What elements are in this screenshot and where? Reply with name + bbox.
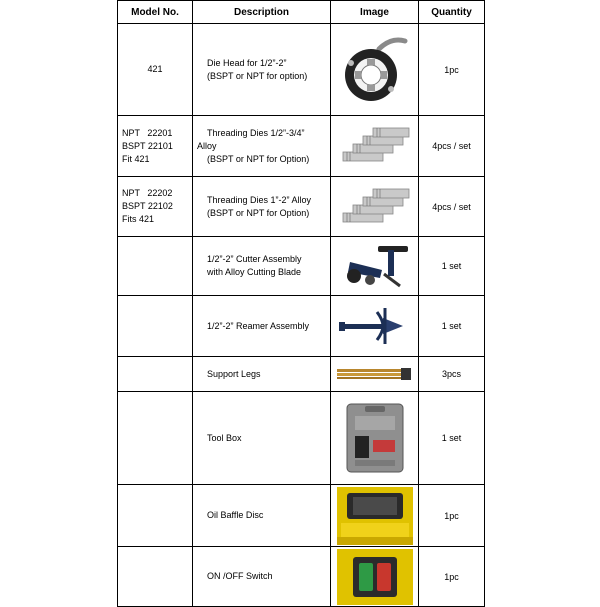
model-line: BSPT 22101 bbox=[122, 140, 173, 151]
model-line: NPT 22202 bbox=[122, 188, 173, 198]
die-head-image bbox=[339, 35, 411, 105]
table-row bbox=[118, 296, 485, 357]
table-row bbox=[118, 237, 485, 296]
quantity-cell: 1pc bbox=[419, 547, 485, 607]
table-row bbox=[118, 357, 485, 392]
model-cell bbox=[118, 24, 193, 116]
description-line: Oil Baffle Disc bbox=[207, 510, 264, 520]
model-cell bbox=[118, 547, 193, 607]
image-cell bbox=[331, 24, 419, 116]
table-row bbox=[118, 24, 485, 116]
model-cell bbox=[118, 357, 193, 392]
header-row bbox=[118, 1, 485, 24]
table-row bbox=[118, 392, 485, 485]
threading-dies-image bbox=[337, 183, 413, 231]
quantity-cell: 4pcs / set bbox=[419, 116, 485, 177]
image-cell bbox=[331, 547, 419, 607]
image-cell bbox=[331, 116, 419, 177]
oil-baffle-disc-image bbox=[337, 487, 413, 545]
model-line: Fit 421 bbox=[122, 153, 150, 164]
quantity-cell: 4pcs / set bbox=[419, 177, 485, 237]
description-cell bbox=[193, 296, 331, 357]
header-description: Description bbox=[193, 1, 331, 24]
description-cell bbox=[193, 392, 331, 485]
model-line: NPT 22201 bbox=[122, 127, 173, 138]
on-off-switch-image bbox=[337, 549, 413, 605]
model-cell bbox=[118, 116, 193, 177]
quantity-cell: 3pcs bbox=[419, 357, 485, 392]
image-cell bbox=[331, 296, 419, 357]
model-line: 421 bbox=[147, 64, 163, 74]
image-cell bbox=[331, 392, 419, 485]
description-line: Die Head for 1/2”-2” bbox=[207, 57, 287, 68]
quantity-cell: 1 set bbox=[419, 296, 485, 357]
description-line: Threading Dies 1/2”-3/4” bbox=[207, 127, 305, 138]
quantity-cell: 1 set bbox=[419, 392, 485, 485]
description-line: (BSPT or NPT for Option) bbox=[207, 153, 310, 164]
quantity-cell: 1pc bbox=[419, 24, 485, 116]
threading-dies-image bbox=[337, 122, 413, 170]
description-cell bbox=[193, 116, 331, 177]
quantity-cell: 1 set bbox=[419, 237, 485, 296]
header-image: Image bbox=[331, 1, 419, 24]
description-cell bbox=[193, 237, 331, 296]
description-line: Support Legs bbox=[207, 368, 261, 379]
header-quantity: Quantity bbox=[419, 1, 485, 24]
image-cell bbox=[331, 177, 419, 237]
image-cell bbox=[331, 357, 419, 392]
table-row bbox=[118, 485, 485, 547]
description-cell bbox=[193, 24, 331, 116]
description-cell bbox=[193, 547, 331, 607]
description-line: Threading Dies 1”-2” Alloy bbox=[207, 194, 312, 205]
quantity-cell: 1pc bbox=[419, 485, 485, 547]
reamer-image bbox=[337, 302, 413, 350]
description-line: (BSPT or NPT for Option) bbox=[207, 207, 310, 218]
toolbox-image bbox=[343, 400, 407, 476]
description-line: 1/2”-2” Reamer Assembly bbox=[207, 320, 310, 331]
description-cell bbox=[193, 177, 331, 237]
support-legs-image bbox=[335, 367, 415, 381]
description-line: Alloy bbox=[197, 140, 217, 151]
model-cell bbox=[118, 237, 193, 296]
model-line: BSPT 22102 bbox=[122, 201, 173, 211]
table-row bbox=[118, 547, 485, 607]
model-line: Fits 421 bbox=[122, 214, 155, 224]
description-line: Tool Box bbox=[207, 432, 242, 443]
description-line: with Alloy Cutting Blade bbox=[207, 267, 302, 277]
description-cell bbox=[193, 357, 331, 392]
description-line: ON /OFF Switch bbox=[207, 571, 273, 581]
description-line: 1/2”-2” Cutter Assembly bbox=[207, 254, 302, 264]
image-cell bbox=[331, 237, 419, 296]
model-cell bbox=[118, 296, 193, 357]
parts-table bbox=[117, 0, 485, 607]
table-row bbox=[118, 116, 485, 177]
header-model: Model No. bbox=[118, 1, 193, 24]
table-row bbox=[118, 177, 485, 237]
description-line: (BSPT or NPT for option) bbox=[207, 70, 308, 81]
cutter-image bbox=[340, 240, 410, 292]
description-cell bbox=[193, 485, 331, 547]
model-cell bbox=[118, 177, 193, 237]
model-cell bbox=[118, 485, 193, 547]
image-cell bbox=[331, 485, 419, 547]
model-cell bbox=[118, 392, 193, 485]
